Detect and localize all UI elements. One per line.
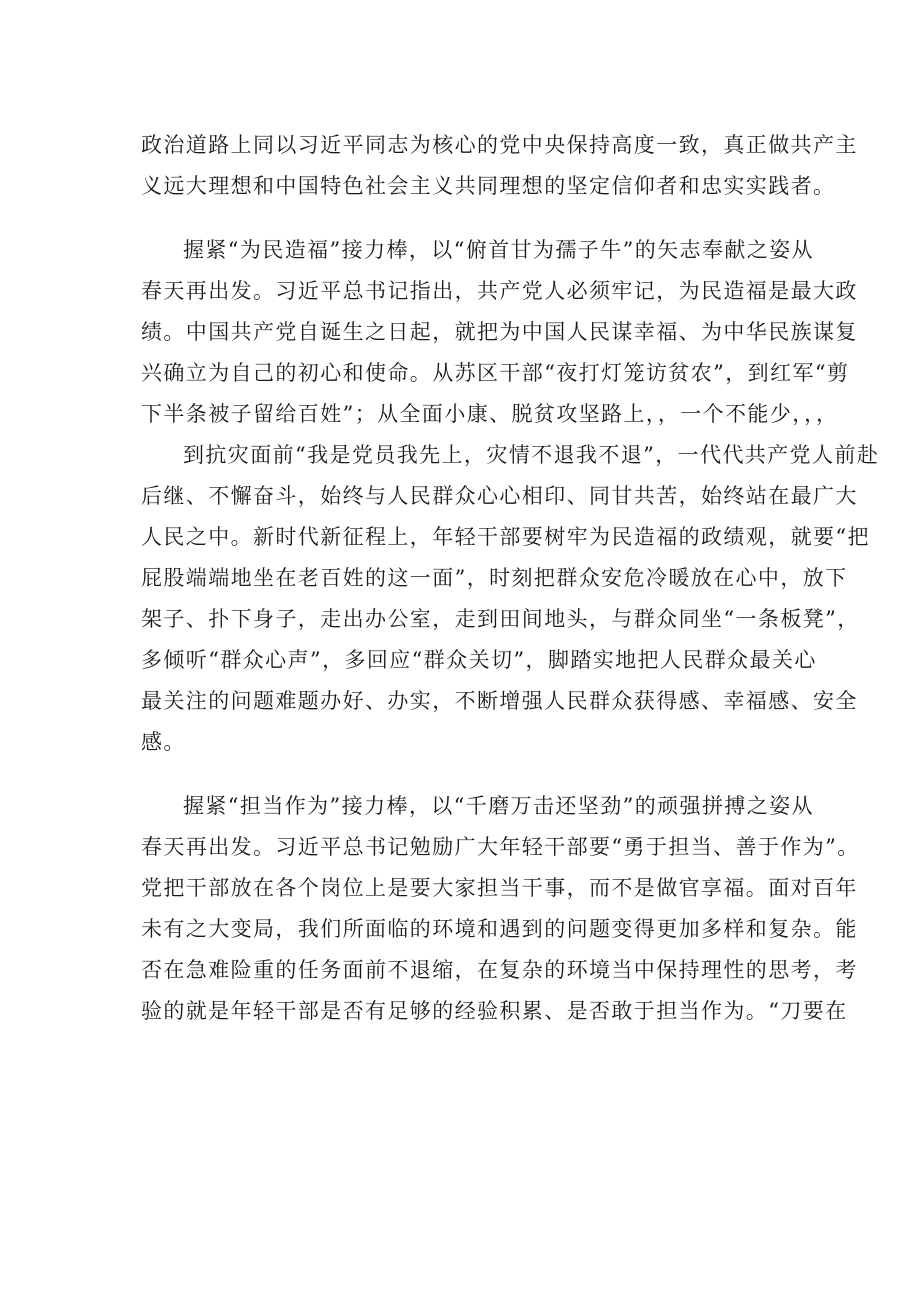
text-line: 验的就是年轻干部是否有足够的经验积累、是否敢于担当作为。“刀要在 (141, 999, 848, 1023)
text-line: 架子、扑下身子，走出办公室，走到田间地头，与群众同坐“一条板凳”， (141, 607, 860, 631)
text-line: 兴确立为自己的初心和使命。从苏区干部“夜打灯笼访贫农”，到红军“剪 (141, 361, 850, 385)
text-line: 最关注的问题难题办好、办实，不断增强人民群众获得感、幸福感、安全 (141, 689, 858, 713)
text-line: 党把干部放在各个岗位上是要大家担当干事，而不是做官享福。面对百年 (141, 876, 858, 900)
paragraph-2 (141, 230, 880, 763)
text-line: 政治道路上同以习近平同志为核心的党中央保持高度一致，真正做共产主 (141, 133, 858, 157)
text-line: 后继、不懈奋斗，始终与人民群众心心相印、同甘共苦，始终站在最广大 (141, 484, 858, 508)
paragraph-1 (141, 125, 858, 207)
text-line: 屁股端端地坐在老百姓的这一面”，时刻把群众安危冷暖放在心中，放下 (141, 566, 848, 590)
text-line: 握紧“为民造福”接力棒，以“俯首甘为孺子牛”的矢志奉献之姿从 (183, 238, 814, 262)
text-line: 春天再出发。习近平总书记勉励广大年轻干部要“勇于担当、善于作为”。 (141, 835, 860, 859)
text-line: 感。 (141, 730, 186, 754)
text-line: 绩。中国共产党自诞生之日起，就把为中国人民谋幸福、为中华民族谋复 (141, 320, 858, 344)
text-line: 人民之中。新时代新征程上，年轻干部要树牢为民造福的政绩观，就要“把 (141, 525, 870, 549)
text-line: 春天再出发。习近平总书记指出，共产党人必须牢记，为民造福是最大政 (141, 279, 858, 303)
text-line: 否在急难险重的任务面前不退缩，在复杂的环境当中保持理性的思考，考 (141, 958, 858, 982)
text-line: 多倾听“群众心声”，多回应“群众关切”，脚踏实地把人民群众最关心 (141, 648, 817, 672)
text-line: 握紧“担当作为”接力棒，以“千磨万击还坚劲”的顽强拼搏之姿从 (183, 794, 814, 818)
text-line: 到抗灾面前“我是党员我先上，灾情不退我不退”，一代代共产党人前赴 (183, 443, 880, 467)
text-line: 下半条被子留给百姓”；从全面小康、脱贫攻坚路上，，一个不能少，，， (141, 402, 839, 426)
document-body (141, 125, 880, 1032)
paragraph-3 (141, 786, 860, 1032)
text-line: 义远大理想和中国特色社会主义共同理想的坚定信仰者和忠实实践者。 (141, 174, 836, 198)
text-line: 未有之大变局，我们所面临的环境和遇到的问题变得更加多样和复杂。能 (141, 917, 858, 941)
